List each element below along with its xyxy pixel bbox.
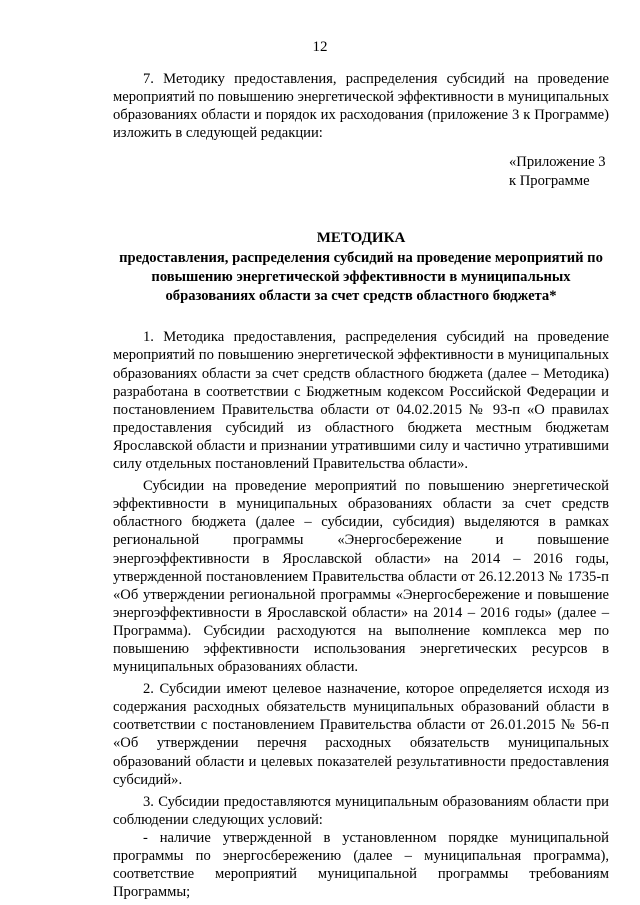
appendix-reference-line-1: «Приложение 3 bbox=[509, 154, 606, 171]
page-number: 12 bbox=[312, 39, 328, 55]
spacer bbox=[113, 306, 609, 328]
intro-paragraph: 7. Методику предоставления, распределения субсидий на проведение мероприятий по повышению энергетической эффективности в муниципальных образованиях области и порядок их расходования (приложение 3 к Программе) изложить в следующей редакции: bbox=[113, 71, 609, 142]
document-title: МЕТОДИКА bbox=[316, 230, 406, 247]
document-subtitle: предоставления, распределения субсидий на проведение мероприятий по повышению энергетической эффективности в муниципальных образованиях области за счет средств областного бюджета* bbox=[119, 250, 603, 305]
paragraph-5: - наличие утвержденной в установленном порядке муниципальной программы по энергосбережению (далее – муниципальная программа), соответствие мероприятий муниципальной программы требованиям Программы; bbox=[113, 829, 609, 901]
paragraph-4: 3. Субсидии предоставляются муниципальным образованиям области при соблюдении следующих условий: bbox=[113, 793, 609, 828]
appendix-reference-line-2: к Программе bbox=[509, 173, 590, 190]
document-body bbox=[113, 70, 609, 901]
paragraph-2: Субсидии на проведение мероприятий по повышению энергетической эффективности в муниципальных образованиях области за счет средств областного бюджета (далее – субсидии, субсидия) выделяются в рамках региональной программы «Энергосбережение и повышение энергоэффективности в Ярославской области» на 2014 – 2016 годы, утвержденной постановлением Правительства области от 26.12.2013 № 1735-п «Об утверждении региональной программы «Энергосбережение и повышение энергоэффективности в Ярославской области» на 2014 – 2016 годы» (далее – Программа). Субсидии расходуются на выполнение комплекса мер по повышению эффективности использования энергетических ресурсов в муниципальных образованиях области. bbox=[113, 478, 609, 676]
paragraph-3: 2. Субсидии имеют целевое назначение, которое определяется исходя из содержания расходных обязательств муниципальных образований области в соответствии с постановлением Правительства области от 26.01.2015 № 56-п «Об утверждении перечня расходных обязательств муниципальных образований области и целевых показателей результативности предоставления субсидий». bbox=[113, 681, 609, 788]
paragraph-1: 1. Методика предоставления, распределения субсидий на проведение мероприятий по повышению энергетической эффективности в муниципальных образованиях области за счет средств областного бюджета (далее – Методика) разработана в соответствии с Бюджетным кодексом Российской Федерации и постановлением Правительства области от 04.02.2015 № 93-п «О правилах предоставления субсидий из областного бюджета местным бюджетам Ярославской области и признании утратившими силу и частично утратившими силу отдельных постановлений Правительства области». bbox=[113, 329, 609, 473]
appendix-reference bbox=[113, 153, 609, 191]
